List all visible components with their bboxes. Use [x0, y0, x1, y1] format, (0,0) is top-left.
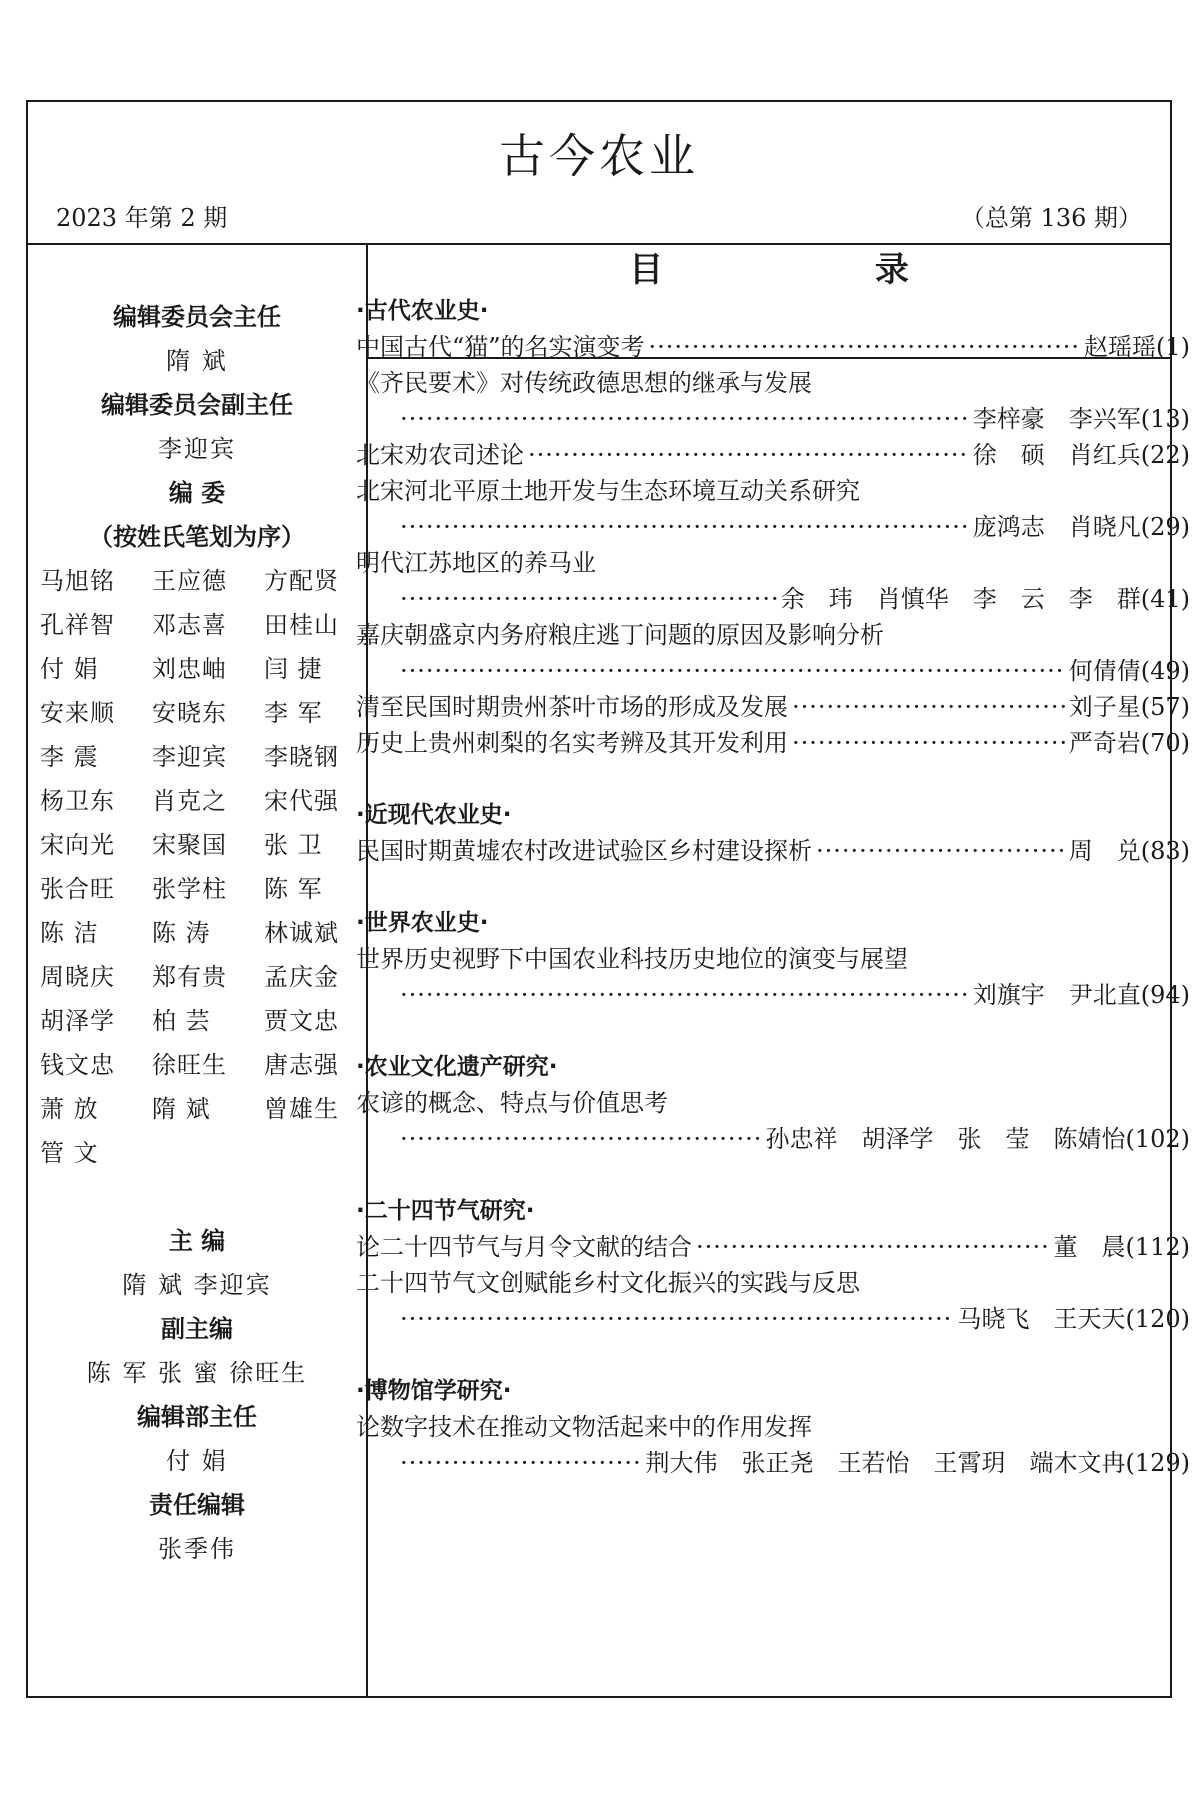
article-author-row: [356, 401, 1190, 437]
article-author-row: [356, 1445, 1190, 1481]
article-row: [356, 833, 1190, 869]
director-label: 编辑委员会主任: [113, 303, 281, 331]
article-title: 明代江苏地区的养马业: [356, 549, 596, 577]
leader-dots: [400, 1121, 761, 1157]
journal-title: 古今农业: [499, 129, 699, 183]
board-member: 宋向光: [40, 831, 115, 859]
article-author-row: [356, 581, 1190, 617]
board-member: 柏 芸: [152, 1007, 211, 1035]
article-authors: 庞鸿志 肖晓凡(29): [972, 513, 1190, 541]
editorial-board: [28, 245, 366, 1571]
article-title-row: [356, 1409, 1190, 1445]
board-member: 徐旺生: [152, 1051, 227, 1079]
leader-dots: [649, 329, 1080, 365]
board-member: 宋代强: [264, 787, 339, 815]
toc-title: 目 录: [629, 250, 1009, 290]
section-heading: ·二十四节气研究·: [356, 1198, 535, 1224]
article-title: 北宋劝农司述论: [356, 441, 524, 469]
table-of-contents: [356, 293, 1190, 1481]
board-member: 李迎宾: [152, 743, 227, 771]
leader-dots: [528, 437, 969, 473]
board-member: 杨卫东: [40, 787, 115, 815]
section-heading: ·农业文化遗产研究·: [356, 1054, 558, 1080]
board-member: 钱文忠: [40, 1051, 115, 1079]
leader-dots: [816, 833, 1065, 869]
board-member: 林诚斌: [264, 919, 339, 947]
article-authors: 何倩倩(49): [1068, 657, 1190, 685]
article-authors: 荆大伟 张正尧 王若怡 王霄玥 端木文冉(129): [645, 1449, 1190, 1477]
leader-dots: [792, 689, 1065, 725]
member-list: [28, 559, 366, 1175]
section-gap: [356, 1013, 1190, 1049]
article-authors: 刘子星(57): [1068, 693, 1190, 721]
article-authors: 马晓飞 王天天(120): [957, 1305, 1190, 1333]
article-title: 清至民国时期贵州茶叶市场的形成及发展: [356, 693, 788, 721]
article-row: [356, 1229, 1190, 1265]
article-authors: 董 晨(112): [1053, 1233, 1190, 1261]
board-member: 宋聚国: [152, 831, 227, 859]
office-head-name: 付 娟: [166, 1447, 228, 1475]
board-member: 李 震: [40, 743, 99, 771]
board-member: 闫 捷: [264, 655, 323, 683]
section-heading: ·古代农业史·: [356, 298, 489, 324]
board-member: 陈 洁: [40, 919, 99, 947]
article-authors: 周 兑(83): [1068, 837, 1190, 865]
board-member: 胡泽学: [40, 1007, 115, 1035]
board-member: 刘忠岫: [152, 655, 227, 683]
board-member: 唐志强: [264, 1051, 339, 1079]
director-name: 隋 斌: [166, 347, 228, 375]
article-title-row: [356, 473, 1190, 509]
article-title: 历史上贵州刺梨的名实考辨及其开发利用: [356, 729, 788, 757]
board-member: 隋 斌: [152, 1095, 211, 1123]
section-gap: [356, 869, 1190, 905]
leader-dots: [400, 653, 1065, 689]
order-note: （按姓氏笔划为序）: [89, 523, 305, 551]
article-title: 嘉庆朝盛京内务府粮庄逃丁问题的原因及影响分析: [356, 621, 884, 649]
board-member: 方配贤: [264, 567, 339, 595]
board-member: 付 娟: [40, 655, 99, 683]
board-member: 安晓东: [152, 699, 227, 727]
article-title-row: [356, 1085, 1190, 1121]
article-author-row: [356, 509, 1190, 545]
article-row: [356, 725, 1190, 761]
board-member: 孟庆金: [264, 963, 339, 991]
article-title: 世界历史视野下中国农业科技历史地位的演变与展望: [356, 945, 908, 973]
board-member: 张合旺: [40, 875, 115, 903]
vice-director-name: 李迎宾: [158, 435, 236, 463]
board-member: 贾文忠: [264, 1007, 339, 1035]
chief-editor-label: 主 编: [168, 1227, 226, 1255]
board-member: 张学柱: [152, 875, 227, 903]
article-authors: 孙忠祥 胡泽学 张 莹 陈婧怡(102): [765, 1125, 1190, 1153]
board-member: 郑有贵: [152, 963, 227, 991]
board-member: 萧 放: [40, 1095, 99, 1123]
article-title: 中国古代“猫”的名实演变考: [356, 333, 645, 361]
article-authors: 赵瑶瑶(1): [1084, 333, 1190, 361]
responsible-editor-name: 张季伟: [158, 1535, 236, 1563]
section-heading: ·世界农业史·: [356, 910, 489, 936]
article-authors: 严奇岩(70): [1068, 729, 1190, 757]
article-title-row: [356, 941, 1190, 977]
board-member: 曾雄生: [264, 1095, 339, 1123]
article-title: 民国时期黄墟农村改进试验区乡村建设探析: [356, 837, 812, 865]
office-head-label: 编辑部主任: [137, 1403, 257, 1431]
board-member: 张 卫: [264, 831, 323, 859]
article-title-row: [356, 545, 1190, 581]
board-member: 肖克之: [152, 787, 227, 815]
article-title: 北宋河北平原土地开发与生态环境互动关系研究: [356, 477, 860, 505]
article-title-row: [356, 365, 1190, 401]
section-heading: ·近现代农业史·: [356, 802, 512, 828]
leader-dots: [696, 1229, 1049, 1265]
article-author-row: [356, 653, 1190, 689]
article-title-row: [356, 1265, 1190, 1301]
section-gap: [356, 1337, 1190, 1373]
board-member: 陈 军: [264, 875, 323, 903]
article-title: 论数字技术在推动文物活起来中的作用发挥: [356, 1413, 812, 1441]
article-title: 《齐民要术》对传统政德思想的继承与发展: [356, 369, 812, 397]
members-label: 编 委: [168, 479, 226, 507]
vice-director-label: 编辑委员会副主任: [101, 391, 293, 419]
board-member: 李 军: [264, 699, 323, 727]
article-title: 农谚的概念、特点与价值思考: [356, 1089, 668, 1117]
section-gap: [356, 761, 1190, 797]
article-author-row: [356, 1121, 1190, 1157]
board-member: 邓志喜: [152, 611, 227, 639]
responsible-editor-label: 责任编辑: [149, 1491, 245, 1519]
total-issue-number: （总第 136 期）: [960, 204, 1142, 232]
article-title-row: [356, 617, 1190, 653]
leader-dots: [792, 725, 1065, 761]
article-row: [356, 329, 1190, 365]
leader-dots: [400, 509, 969, 545]
article-authors: 刘旗宇 尹北直(94): [972, 981, 1190, 1009]
leader-dots: [400, 581, 777, 617]
board-member: 管 文: [40, 1139, 99, 1167]
section-heading: ·博物馆学研究·: [356, 1378, 512, 1404]
leader-dots: [400, 401, 969, 437]
deputy-editor-label: 副主编: [161, 1315, 233, 1343]
leader-dots: [400, 1445, 641, 1481]
board-member: 陈 涛: [152, 919, 211, 947]
board-member: 安来顺: [40, 699, 115, 727]
leader-dots: [400, 977, 969, 1013]
article-authors: 余 玮 肖慎华 李 云 李 群(41): [780, 585, 1190, 613]
article-author-row: [356, 977, 1190, 1013]
article-authors: 徐 硕 肖红兵(22): [972, 441, 1190, 469]
board-member: 马旭铭: [40, 567, 115, 595]
article-title: 二十四节气文创赋能乡村文化振兴的实践与反思: [356, 1269, 860, 1297]
article-row: [356, 689, 1190, 725]
issue-number: 2023 年第 2 期: [56, 204, 228, 232]
leader-dots: [400, 1301, 953, 1337]
deputy-editor-names: 陈 军 张 蜜 徐旺生: [86, 1359, 308, 1387]
board-member: 王应德: [152, 567, 227, 595]
article-title: 论二十四节气与月令文献的结合: [356, 1233, 692, 1261]
board-member: 孔祥智: [40, 611, 115, 639]
board-member: 田桂山: [264, 611, 339, 639]
section-gap: [356, 1157, 1190, 1193]
chief-editor-names: 隋 斌 李迎宾: [122, 1271, 272, 1299]
board-member: 李晓钢: [264, 743, 339, 771]
article-author-row: [356, 1301, 1190, 1337]
article-row: [356, 437, 1190, 473]
board-member: 周晓庆: [40, 963, 115, 991]
article-authors: 李梓豪 李兴军(13): [972, 405, 1190, 433]
